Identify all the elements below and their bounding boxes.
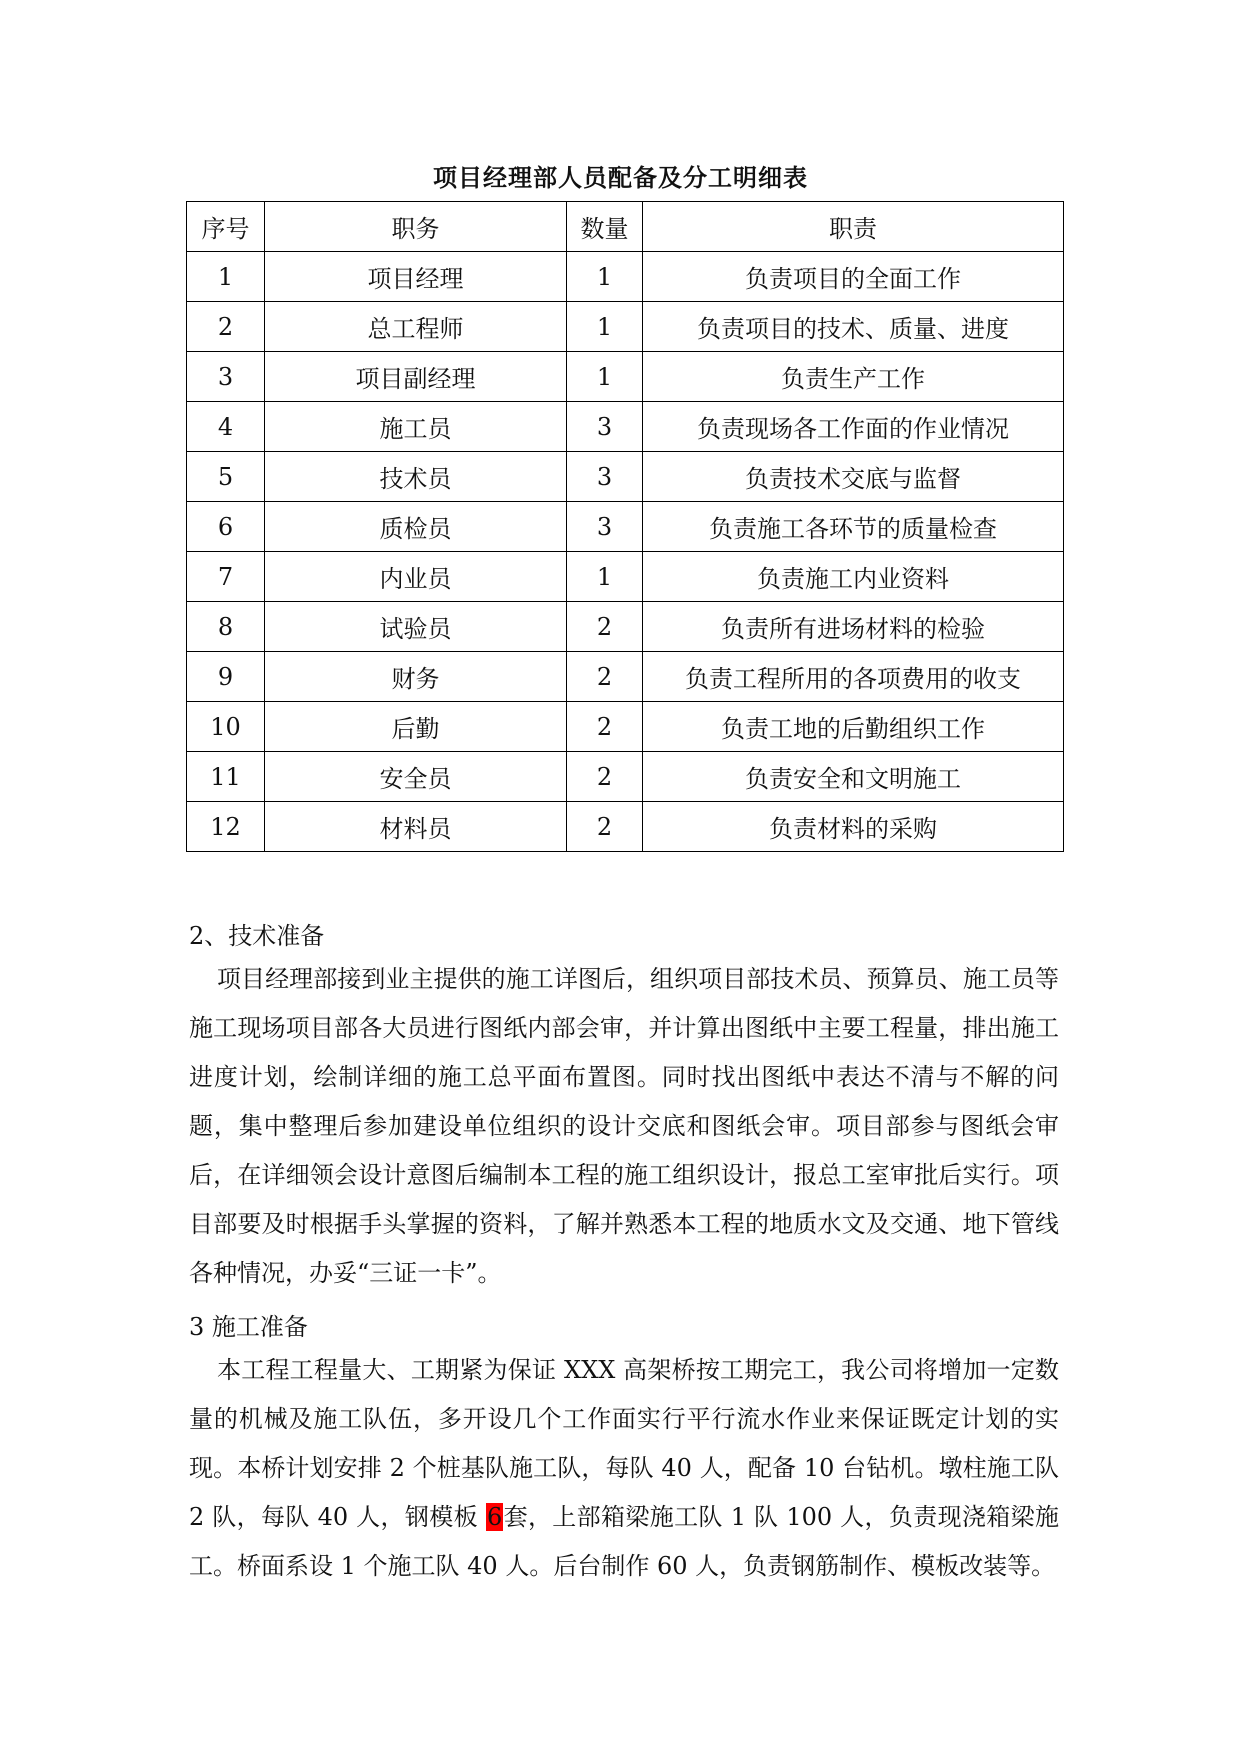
cell-index: 2 (187, 302, 265, 352)
cell-index: 6 (187, 502, 265, 552)
table-row (187, 502, 1064, 552)
cell-count: 1 (567, 552, 643, 602)
cell-duty: 负责所有进场材料的检验 (643, 602, 1064, 652)
cell-position: 技术员 (265, 452, 567, 502)
cell-duty: 负责项目的技术、质量、进度 (643, 302, 1064, 352)
cell-count: 2 (567, 752, 643, 802)
cell-count: 2 (567, 702, 643, 752)
table-row (187, 802, 1064, 852)
cell-count: 1 (567, 252, 643, 302)
cell-duty: 负责施工各环节的质量检查 (643, 502, 1064, 552)
cell-position: 材料员 (265, 802, 567, 852)
cell-position: 财务 (265, 652, 567, 702)
cell-duty: 负责技术交底与监督 (643, 452, 1064, 502)
cell-position: 内业员 (265, 552, 567, 602)
cell-count: 2 (567, 652, 643, 702)
table-title: 项目经理部人员配备及分工明细表 (433, 163, 808, 192)
cell-duty: 负责材料的采购 (643, 802, 1064, 852)
cell-duty: 负责现场各工作面的作业情况 (643, 402, 1064, 452)
cell-count: 3 (567, 452, 643, 502)
table-row (187, 602, 1064, 652)
table-row (187, 752, 1064, 802)
cell-position: 质检员 (265, 502, 567, 552)
table-row (187, 652, 1064, 702)
header-index: 序号 (187, 202, 265, 252)
section3-text-after: 套，上部箱梁施工队 1 队 100 人，负责现浇箱梁施工。桥面系设 1 个施工队 40 人。后台制作 60 人，负责钢筋制作、模板改装等。 (189, 1503, 1060, 1580)
cell-index: 9 (187, 652, 265, 702)
table-row (187, 702, 1064, 752)
cell-duty: 负责生产工作 (643, 352, 1064, 402)
table-row (187, 402, 1064, 452)
cell-count: 3 (567, 502, 643, 552)
cell-index: 12 (187, 802, 265, 852)
cell-count: 2 (567, 602, 643, 652)
cell-duty: 负责安全和文明施工 (643, 752, 1064, 802)
cell-index: 5 (187, 452, 265, 502)
table-row (187, 352, 1064, 402)
section3-paragraph (189, 1346, 1059, 1591)
cell-position: 试验员 (265, 602, 567, 652)
table-row (187, 302, 1064, 352)
cell-duty: 负责工地的后勤组织工作 (643, 702, 1064, 752)
cell-position: 安全员 (265, 752, 567, 802)
section2-text: 项目经理部接到业主提供的施工详图后，组织项目部技术员、预算员、施工员等施工现场项目部各大员进行图纸内部会审，并计算出图纸中主要工程量，排出施工进度计划，绘制详细的施工总平面布置图。同时找出图纸中表达不清与不解的问题，集中整理后参加建设单位组织的设计交底和图纸会审。项目部参与图纸会审后，在详细领会设计意图后编制本工程的施工组织设计，报总工室审批后实行。项目部要及时根据手头掌握的资料，了解并熟悉本工程的地质水文及交通、地下管线各种情况，办妥“三证一卡”。 (189, 965, 1059, 1287)
cell-count: 3 (567, 402, 643, 452)
cell-index: 10 (187, 702, 265, 752)
section2-heading: 2、技术准备 (189, 922, 325, 950)
cell-position: 项目经理 (265, 252, 567, 302)
cell-duty: 负责工程所用的各项费用的收支 (643, 652, 1064, 702)
cell-index: 8 (187, 602, 265, 652)
table-row (187, 252, 1064, 302)
cell-count: 2 (567, 802, 643, 852)
cell-index: 3 (187, 352, 265, 402)
cell-index: 7 (187, 552, 265, 602)
table-row (187, 552, 1064, 602)
cell-position: 施工员 (265, 402, 567, 452)
cell-position: 总工程师 (265, 302, 567, 352)
section3-text-before: 本工程工程量大、工期紧为保证 XXX 高架桥按工期完工，我公司将增加一定数量的机械及施工队伍，多开设几个工作面实行平行流水作业来保证既定计划的实现。本桥计划安排 2 个桩基队施工队，每队 40 人，配备 10 台钻机。墩柱施工队 2 队，每队 40 人，钢模板 (189, 1356, 1059, 1531)
cell-position: 项目副经理 (265, 352, 567, 402)
header-duty: 职责 (643, 202, 1064, 252)
section3-text (189, 1346, 1059, 1591)
header-position: 职务 (265, 202, 567, 252)
cell-count: 1 (567, 302, 643, 352)
highlighted-number: 6 (486, 1503, 503, 1531)
cell-index: 1 (187, 252, 265, 302)
cell-index: 11 (187, 752, 265, 802)
header-count: 数量 (567, 202, 643, 252)
section3-heading: 3 施工准备 (189, 1313, 308, 1341)
cell-duty: 负责施工内业资料 (643, 552, 1064, 602)
cell-duty: 负责项目的全面工作 (643, 252, 1064, 302)
table-header-row (187, 202, 1064, 252)
section2-paragraph (189, 955, 1059, 1298)
cell-position: 后勤 (265, 702, 567, 752)
cell-index: 4 (187, 402, 265, 452)
cell-count: 1 (567, 352, 643, 402)
staff-table (186, 201, 1064, 852)
table-row (187, 452, 1064, 502)
